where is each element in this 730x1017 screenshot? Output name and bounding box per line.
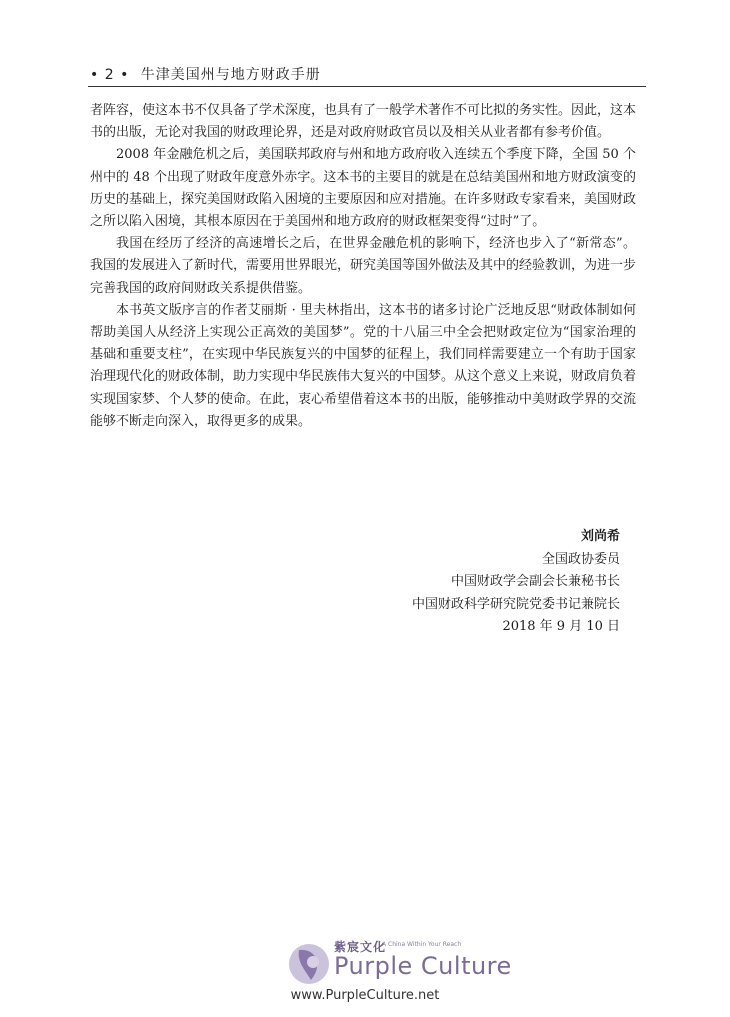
author-title: 中国财政科学研究院党委书记兼院长 <box>411 596 620 612</box>
author-title: 中国财政学会副会长兼秘书长 <box>450 574 620 589</box>
watermark-brand-cn: 紫宸文化 <box>334 940 387 954</box>
book-title: 牛津美国州与地方财政手册 <box>140 67 321 83</box>
page-number: • 2 • <box>90 67 130 83</box>
watermark-url: www.PurpleCulture.net <box>290 988 440 1003</box>
author-name: 刘尚希 <box>580 529 620 544</box>
watermark-tagline: A China Within Your Reach <box>382 941 462 948</box>
paragraph: 本书英文版序言的作者艾丽斯 · 里夫林指出，这本书的诸多讨论广泛地反思“财政体制如何帮助美国人从经济上实现公正高效的美国梦”。党的十八届三中全会把财政定位为“国家治理的基础和重要支柱”，在实现中华民族复兴的中国梦的征程上，我们同样需要建立一个有助于国家治理现代化的财政体制，助力实现中华民族伟大复兴的中国梦。从这个意义上来说，财政肩负着实现国家梦、个人梦的使命。在此，衷心希望借着这本书的出版，能够推动中美财政学界的交流能够不断走向深入，取得更多的成果。 <box>90 302 637 429</box>
signature-block <box>320 526 620 639</box>
header-rule <box>88 86 646 87</box>
watermark-brand: Purple Culture <box>334 952 512 980</box>
paragraph: 我国在经历了经济的高速增长之后，在世界金融危机的影响下，经济也步入了“新常态”。我国的发展进入了新时代，需要用世界眼光，研究美国等国外做法及其中的经验教训，为进一步完善我国的政府间财政关系提供借鉴。 <box>90 236 637 296</box>
paragraph-continued: 者阵容，使这本书不仅具备了学术深度，也具有了一般学术著作不可比拟的务实性。因此，这本书的出版，无论对我国的财政理论界，还是对政府财政官员以及相关从业者都有参考价值。 <box>90 103 637 141</box>
paragraph: 2008 年金融危机之后，美国联邦政府与州和地方政府收入连续五个季度下降，全国 50 个州中的 48 个出现了财政年度意外赤字。这本书的主要目的就是在总结美国州和地方财政演变的历史的基础上，探究美国财政陷入困境的主要原因和应对措施。在许多财政专家看来，美国财政之所以陷入困境，其根本原因在于美国州和地方政府的财政框架变得“过时”了。 <box>90 147 637 230</box>
purple-culture-logo-icon <box>287 940 331 988</box>
body-text <box>90 100 636 433</box>
watermark <box>0 938 730 1010</box>
author-title: 全国政协委员 <box>541 551 620 567</box>
running-head <box>90 64 646 84</box>
signature-date: 2018 年 9 月 10 日 <box>502 619 620 634</box>
